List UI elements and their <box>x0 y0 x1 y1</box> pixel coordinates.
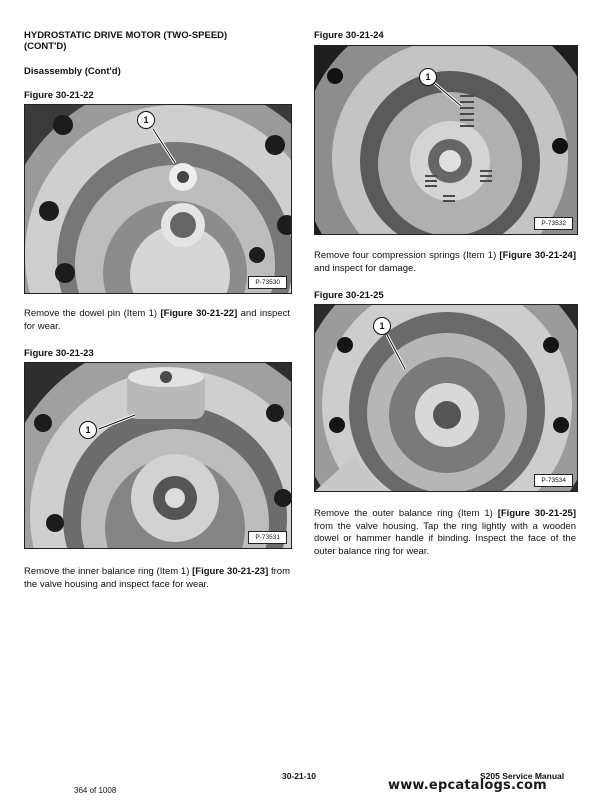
section-title-line2: (CONT'D) <box>24 41 67 52</box>
manual-title: S205 Service Manual <box>480 771 565 781</box>
balance-ring-illustration <box>25 363 291 548</box>
figure-22-reference: [Figure 30-21-22] <box>160 308 238 319</box>
section-subtitle: Disassembly (Cont'd) <box>24 66 121 77</box>
figure-23-reference: [Figure 30-21-23] <box>192 566 269 577</box>
paragraph-24: Remove four compression springs (Item 1) [Figure 30-21-24] and inspect for damage. <box>314 250 576 274</box>
figure-23-plate-label: P-73531 <box>248 531 287 544</box>
figure-25-callout: 1 <box>373 317 391 335</box>
section-title-line1: HYDROSTATIC DRIVE MOTOR (TWO-SPEED) <box>24 30 228 41</box>
motor-housing-illustration <box>25 105 291 293</box>
figure-22-caption: Figure 30-21-22 <box>24 90 94 101</box>
watermark: www.epcatalogs.com <box>388 778 547 793</box>
figure-24-plate-label: P-73532 <box>534 217 573 230</box>
figure-24-callout: 1 <box>419 68 437 86</box>
page-number: 30-21-10 <box>282 771 317 781</box>
figure-22-callout: 1 <box>137 111 155 129</box>
outer-balance-ring-illustration <box>315 305 577 491</box>
paragraph-23: Remove the inner balance ring (Item 1) [Figure 30-21-23] from the valve housing and inspect face for wear. <box>24 566 291 590</box>
paragraph-22: Remove the dowel pin (Item 1) [Figure 30-21-22] and inspect for wear. <box>24 308 290 332</box>
figure-22-plate-label: P-73530 <box>248 276 287 289</box>
figure-24-reference: [Figure 30-21-24] <box>499 250 576 261</box>
figure-25-reference: [Figure 30-21-25] <box>497 508 576 519</box>
figure-25-plate-label: P-73534 <box>534 474 573 487</box>
figure-23-callout: 1 <box>79 421 97 439</box>
page-count: 364 of 1008 <box>74 786 117 795</box>
figure-23-caption: Figure 30-21-23 <box>24 348 94 359</box>
figure-25-photo <box>314 304 578 492</box>
figure-24-photo <box>314 45 578 235</box>
figure-23-photo <box>24 362 292 549</box>
figure-22-photo <box>24 104 292 294</box>
paragraph-25: Remove the outer balance ring (Item 1) [Figure 30-21-25] from the valve housing. Tap the ring lightly with a wooden dowel or hammer handle if binding. Inspect the face of the outer balance ring for wear. <box>314 508 576 557</box>
figure-24-caption: Figure 30-21-24 <box>314 30 384 41</box>
compression-springs-illustration <box>315 46 577 234</box>
section-title <box>24 30 284 52</box>
figure-25-caption: Figure 30-21-25 <box>314 290 384 301</box>
